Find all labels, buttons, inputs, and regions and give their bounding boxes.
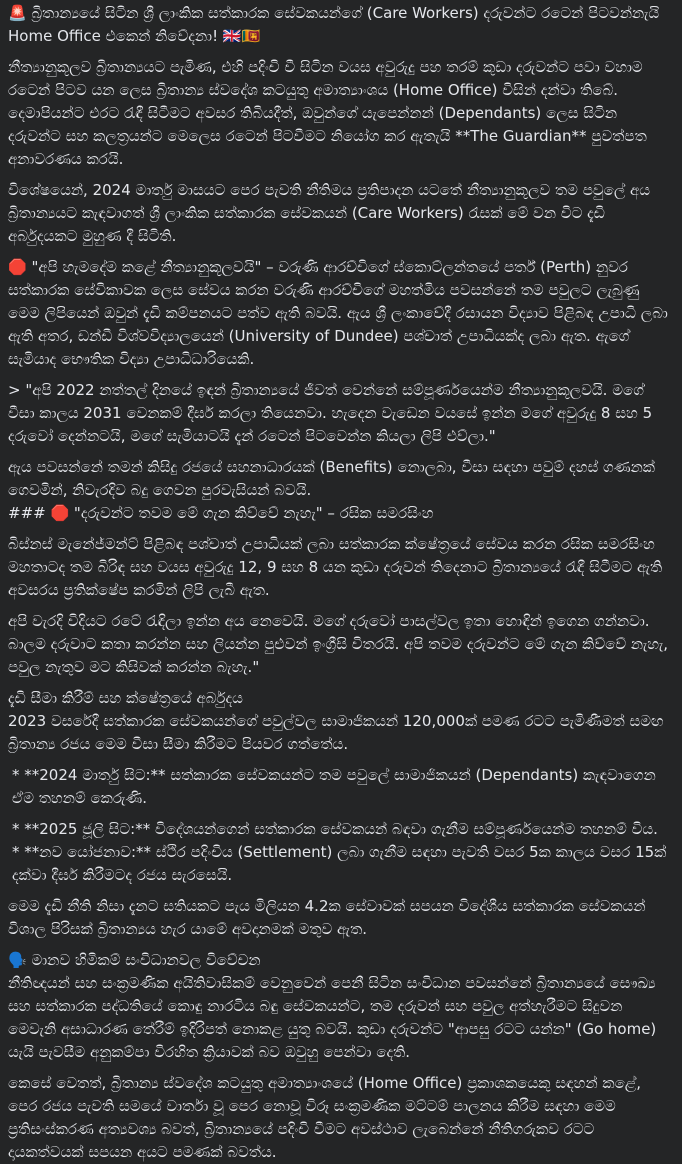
post-paragraph: කෙසේ වෙතත්, බ්‍රිතාන්‍ය ස්වදේශ කටයුතු අමාත්‍යාංශයේ (Home Office) ප්‍රකාශකයෙකු සඳහන් කළේ, පෙර රජය පැවති සමයේ වාර්තා වූ පෙර නොවූ විරූ සංක්‍රමණික මට්ටම් පාලනය කිරීම සඳහා මෙම ප්‍රතිසංස්කරණ අත්‍යවශ්‍ය බවත්, බ්‍රිතාන්‍යයේ පදිංචි වීමට අවස්ථාව ලැබෙන්නේ නීතිගරුකව රටට දායකත්වයක් සපයන අයට පමණක් බවත්ය. bbox=[8, 1074, 642, 1161]
post-headline: 🚨 බ්‍රිතාන්‍යයේ සිටින ශ්‍රී ලාංකික සත්කාරක සේවකයන්ගේ (Care Workers) දරුවන්ට රටෙන් පිටවන්නැයි Home Office එකෙන් නිවේදනා! 🇬🇧🇱🇰 bbox=[8, 4, 660, 45]
post-list-item: * **2025 ජූලි සිට:** විදේශයන්ගෙන් සත්කාරක සේවකයන් බඳවා ගැනීම සම්පූර්ණයෙන්ම තහනම් විය. * **නව යෝජනාව:** ස්ථිර පදිංචිය (Settlement) ලබා ගැනීම සඳහා පැවති වසර 5ක කාලය වසර 15ක් දක්වා දීර්ඝ කිරීමටද රජය සැරසෙයි. bbox=[12, 820, 667, 884]
post-quote: > "අපි 2022 නත්තල් දිනයේ ඉඳන් බ්‍රිතාන්‍යයේ ජීවත් වෙන්නේ සම්පූර්ණයෙන්ම නීත්‍යානුකූලවයි. මගේ වීසා කාලය 2031 වෙනකම් දීර්ඝ කරලා තියෙනවා. හැදෙන වැඩෙන වයසේ ඉන්න මගේ අවුරුදු 8 සහ 5 දරුවෝ දෙන්නටයි, මගේ සැමියාටයි දැන් රටෙන් පිටවෙන්න කියලා ලිපි එව්ලා." bbox=[8, 381, 653, 445]
post-paragraph: බිස්නස් මැනේජ්මන්ට් පිළිබඳ පශ්චාත් උපාධියක් ලබා සත්කාරක ක්ෂේත්‍රයේ සේවය කරන රසික සමරසිංහ මහතාටද තම බිරිඳ සහ වයස අවුරුදු 12, 9 සහ 8 යන කුඩා දරුවන් තිදෙනාට බ්‍රිතාන්‍යයේ රැඳී සිටීමට ඇති අවසරය ප්‍රතික්ෂේප කරමින් ලිපි ලැබී ඇත. bbox=[8, 535, 663, 599]
post-section: දැඩි සීමා කිරීම් සහ ක්ෂේත්‍රයේ අර්බුදය 2023 වසරේදී සත්කාරක සේවකයන්ගේ පවුල්වල සාමාජිකයන් 120,000ක් පමණ රටට පැමිණීමත් සමඟ බ්‍රිතාන්‍ය රජය මෙම වීසා සීමා කිරීමට පියවර ගත්තේය. bbox=[8, 689, 664, 753]
post-paragraph: 🛑 "අපි හැමදේම කළේ නීත්‍යානුකූලවයි" – වරුණි ආරච්චිගේ ස්කොට්ලන්තයේ පර්ත් (Perth) නුවර සත්කාරක සේවිකාවක ලෙස සේවය කරන වරුණි ආරච්චිගේ මහත්මිය පවසන්නේ තම පවුලට ලැබුණු මෙම ලිපියෙන් ඔවුන් දැඩි කම්පනයට පත්ව ඇති බවයි. ඇය ශ්‍රී ලංකාවේදී රසායන විද්‍යාව පිළිබඳ උපාධි ලබා ඇති අතර, ඩන්ඩී විශ්වවිද්‍යාලයෙන් (University of Dundee) පශ්චාත් උපාධියක්ද ලබා ඇත. ඇගේ සැමියාද භෞතික විද්‍යා උපාධිධාරියෙකි. bbox=[8, 258, 668, 368]
post-paragraph: නීත්‍යානුකූලව බ්‍රිතාන්‍යයට පැමිණ, එහි පදිංචි වී සිටින වයස අවුරුදු පහ තරම් කුඩා දරුවන්ට පවා වහාම රටෙන් පිටව යන ලෙස බ්‍රිතාන්‍ය ස්වදේශ කටයුතු අමාත්‍යාංශය (Home Office) විසින් දන්වා තිබේ. දෙමාපියන්ට එරට රැඳී සිටීමට අවසර තිබියදීත්, ඔවුන්ගේ යැපෙන්නන් (Dependants) ලෙස සිටින දරුවන්ට සහ කලත්‍රයන්ට මෙලෙස රටෙන් පිටවීමට නියෝග කර ඇතැයි **The Guardian** පුවත්පත අනාවරණය කරයි. bbox=[8, 58, 647, 168]
post-paragraph: මෙම දැඩි නීති නිසා දැනට සතියකට පැය මිලියන 4.2ක සේවාවක් සපයන විදේශීය සත්කාරක සේවකයන් විශාල පිරිසක් බ්‍රිතාන්‍යය හැර යාමේ අවදානමක් මතුව ඇත. bbox=[8, 897, 646, 938]
post-paragraph: විශේෂයෙන්, 2024 මාර්තු මාසයට පෙර පැවති නීතිමය ප්‍රතිපාදන යටතේ නීත්‍යානුකූලව තම පවුලේ අය බ්‍රිතාන්‍යයට කැඳවාගත් ශ්‍රී ලාංකික සත්කාරක සේවකයන් (Care Workers) රැසක් මේ වන විට දැඩි අර්බුදයකට මුහුණ දී සිටිති. bbox=[8, 181, 651, 245]
post-paragraph: ඇය පවසන්නේ තමන් කිසිදු රජයේ සහනාධාරයක් (Benefits) නොලබා, වීසා සඳහා පවුම් දහස් ගණනක් ගෙවමින්, නිවැරදිව බදු ගෙවන පුරවැසියන් බවයි. ### 🛑 "දරුවන්ට තවම මේ ගැන කිව්වේ නැහැ" – රසික සමරසිංහ bbox=[8, 458, 655, 522]
post-list-item: * **2024 මාර්තු සිට:** සත්කාරක සේවකයන්ට තම පවුලේ සාමාජිකයන් (Dependants) කැඳවාගෙන ඒම තහනම් කෙරුණි. bbox=[12, 766, 656, 807]
post-section: 🗣️ මානව හිමිකම් සංවිධානවල විවේචන නීතිඥයන් සහ සංක්‍රමණික අයිතිවාසිකම් වෙනුවෙන් පෙනී සිටින සංවිධාන පවසන්නේ බ්‍රිතාන්‍යයේ සෞඛ්‍ය සහ සත්කාරක පද්ධතියේ කොඳු නාරටිය බඳු සේවකයන්ට, තම දරුවන් සහ පවුල අත්හැරීමට සිදුවන මෙවැනි අසාධාරණ තේරීම් ඉදිරිපත් නොකළ යුතු බවයි. කුඩා දරුවන්ට "ආපසු රටට යන්න" (Go home) යැයි පැවසීම අනුකම්පා විරහිත ක්‍රියාවක් බව ඔවුහු පෙන්වා දෙති. bbox=[8, 951, 657, 1061]
post-quote: අපි වැරදි විදියට රටේ රැඳිලා ඉන්න අය නෙවෙයි. මගේ දරුවෝ පාසල්වල ඉතා හොඳින් ඉගෙන ගන්නවා. බාලම දරුවාට කතා කරන්න සහ ලියන්න පුළුවන් ඉංග්‍රීසි විතරයි. අපි තවම දරුවන්ට මේ ගැන කිව්වේ නැහැ, පවුල නැතුව මට කිසිවක් කරන්න බැහැ." bbox=[8, 612, 669, 676]
